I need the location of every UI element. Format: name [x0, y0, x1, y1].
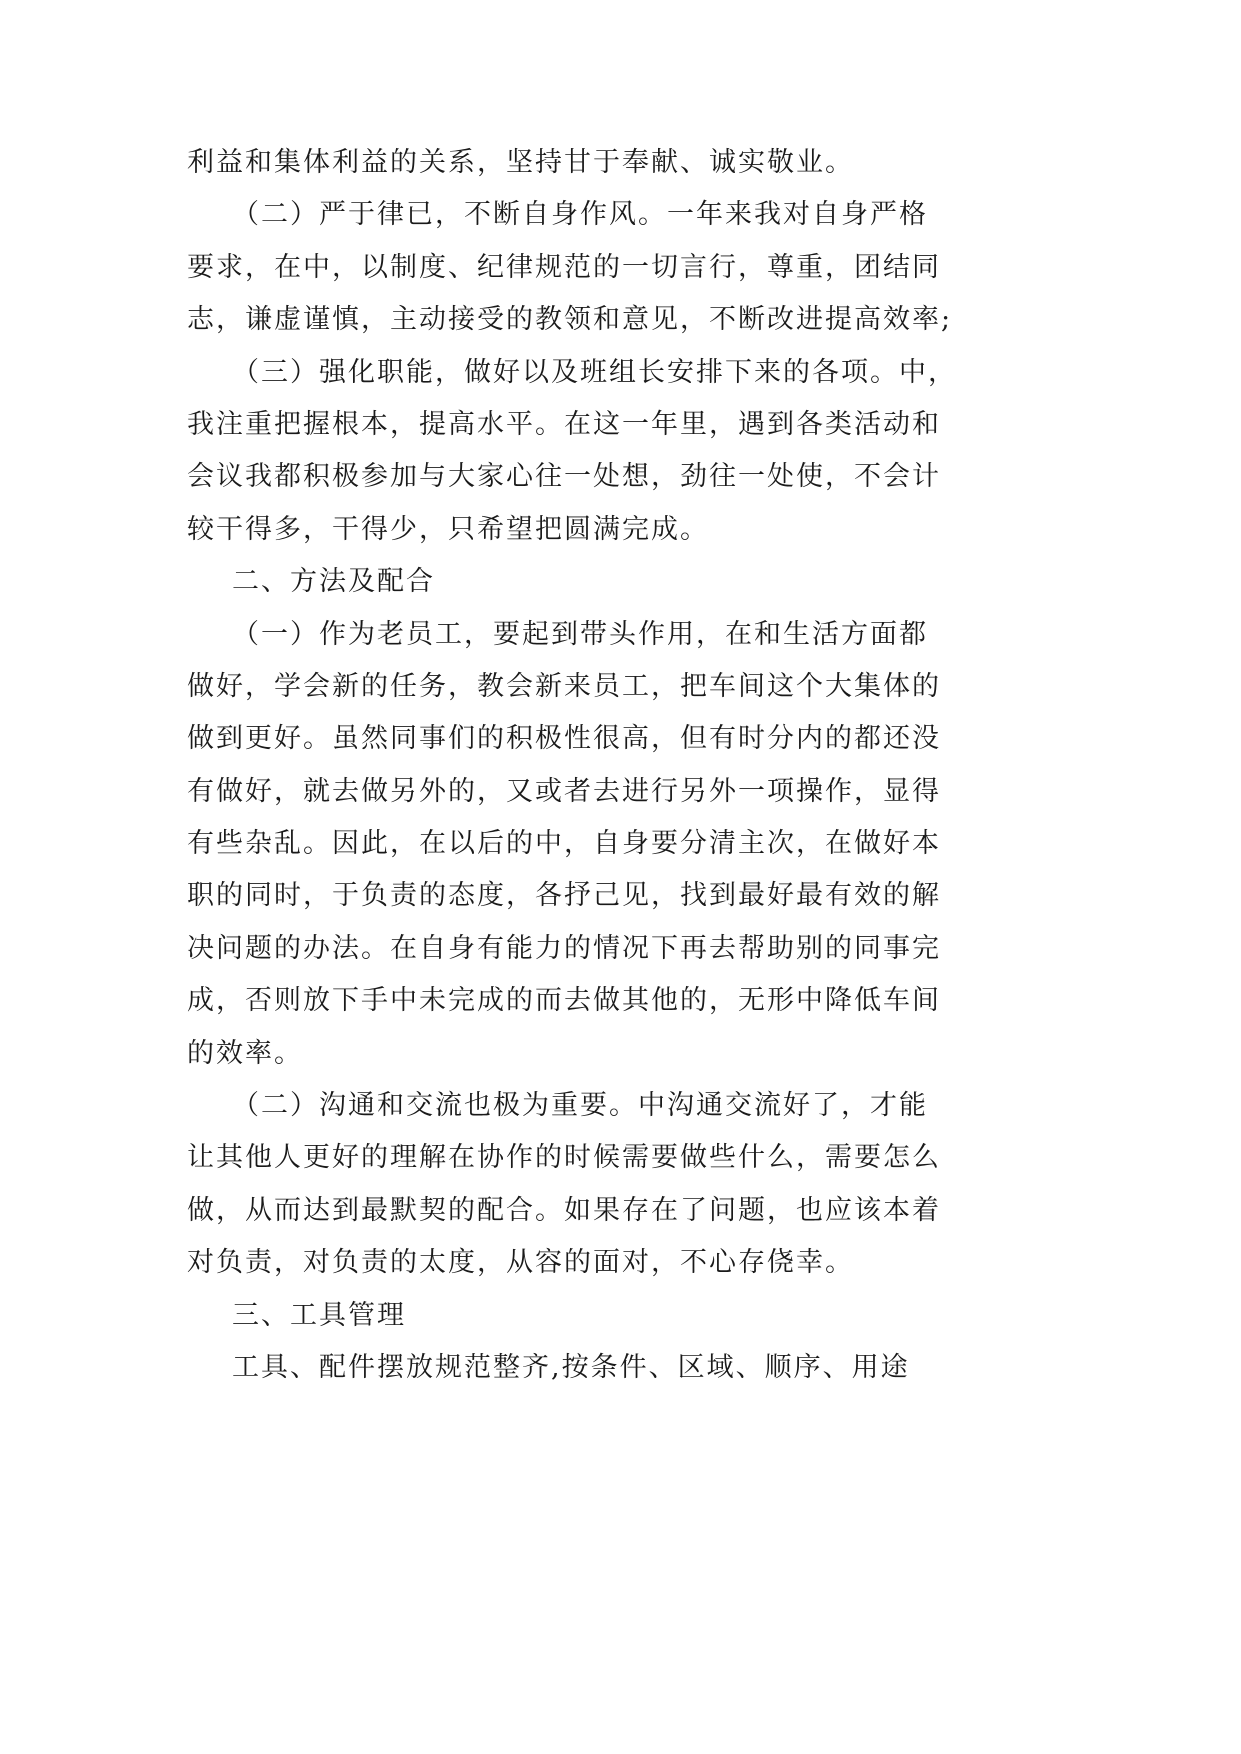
text-line: 要求，在中，以制度、纪律规范的一切言行，尊重，团结同 [187, 251, 941, 283]
text-line: 有做好，就去做另外的，又或者去进行另外一项操作，显得 [187, 775, 941, 807]
text-line: 志，谦虚谨慎，主动接受的教领和意见，不断改进提高效率; [187, 304, 953, 336]
text-line: 做到更好。虽然同事们的积极性很高，但有时分内的都还没 [187, 723, 941, 755]
text-line: 职的同时，于负责的态度，各抒己见，找到最好最有效的解 [187, 880, 941, 912]
text-line: 成，否则放下手中未完成的而去做其他的，无形中降低车间 [187, 985, 941, 1017]
text-line: 有些杂乱。因此，在以后的中，自身要分清主次，在做好本 [187, 828, 941, 860]
text-line: 工具、配件摆放规范整齐,按条件、区域、顺序、用途 [232, 1351, 910, 1383]
text-line: （二）沟通和交流也极为重要。中沟通交流好了，才能 [232, 1090, 928, 1122]
text-line: 我注重把握根本，提高水平。在这一年里，遇到各类活动和 [187, 408, 941, 440]
document-body [187, 137, 977, 1394]
section-heading: 三、工具管理 [232, 1299, 406, 1331]
text-line: 决问题的办法。在自身有能力的情况下再去帮助别的同事完 [187, 932, 941, 964]
text-line: 会议我都积极参加与大家心往一处想，劲往一处使，不会计 [187, 461, 941, 493]
text-line: （三）强化职能，做好以及班组长安排下来的各项。中， [232, 356, 957, 388]
text-line: 利益和集体利益的关系，坚持甘于奉献、诚实敬业。 [187, 147, 854, 178]
section-heading: 二、方法及配合 [232, 566, 435, 598]
text-line: （一）作为老员工，要起到带头作用，在和生活方面都 [232, 618, 928, 650]
text-line: 的效率。 [187, 1037, 303, 1069]
text-line: 较干得多，干得少，只希望把圆满完成。 [187, 513, 709, 545]
text-line: 做，从而达到最默契的配合。如果存在了问题，也应该本着 [187, 1194, 941, 1226]
text-line: 对负责，对负责的太度，从容的面对，不心存侥幸。 [187, 1247, 854, 1279]
text-line: 让其他人更好的理解在协作的时候需要做些什么，需要怎么 [187, 1142, 941, 1174]
text-line: （二）严于律已，不断自身作风。一年来我对自身严格 [232, 199, 928, 231]
text-line: 做好，学会新的任务，教会新来员工，把车间这个大集体的 [187, 670, 941, 702]
